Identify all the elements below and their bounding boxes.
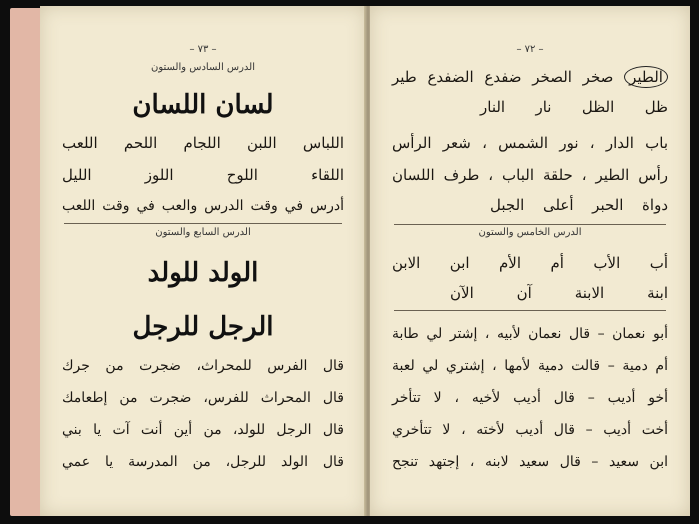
text-line: دواة الحبر أعلى الجبل [490, 196, 668, 214]
text-line-rest: صخر الصخر ضفدع الضفدع طير [392, 68, 614, 86]
lesson-heading: الدرس السابع والستون [155, 227, 251, 238]
text-line: قال الولد للرجل، من المدرسة يا عمي [62, 454, 344, 470]
lesson-heading: الدرس الخامس والستون [478, 227, 582, 238]
divider [394, 310, 666, 311]
text-line: أبو نعمان – قال نعمان لأبيه ، إشتر لي طابة [392, 326, 668, 342]
page-number: – ٧٢ – [516, 44, 544, 55]
text-line: اللقاء اللوح اللوز الليل [62, 166, 344, 184]
right-page [370, 6, 690, 516]
text-line: ابن سعيد – قال سعيد لابنه ، إجتهد تنجح [392, 454, 668, 470]
page-number: – ٧٣ – [189, 44, 217, 55]
divider [64, 223, 342, 224]
lesson-title: الرجل للرجل [132, 312, 274, 342]
divider [394, 224, 666, 225]
lesson-title: الولد للولد [147, 258, 259, 288]
text-line: اللباس اللبن اللجام اللحم اللعب [62, 134, 344, 152]
text-line: أخو أديب – قال أديب لأخيه ، لا تتأخر [392, 390, 668, 406]
circled-word: الطير [624, 66, 668, 88]
left-page [40, 6, 366, 516]
text-line: ظل الظل نار النار [480, 98, 668, 116]
text-line: قال الرجل للولد، من أين أنت آت يا بني [62, 422, 344, 438]
text-line: باب الدار ، نور الشمس ، شعر الرأس [392, 134, 668, 152]
text-line: أب الأب أم الأم ابن الابن [392, 254, 668, 272]
text-line: أخت أديب – قال أديب لأخته ، لا تتأخري [392, 422, 668, 438]
text-line: ابنة الابنة آن الآن [450, 284, 668, 302]
text-line: أدرس في وقت الدرس والعب في وقت اللعب [62, 198, 344, 214]
text-line [392, 66, 668, 88]
text-line: قال الفرس للمحراث، ضجرت من جرك [62, 358, 344, 374]
text-line: قال المحراث للفرس، ضجرت من إطعامك [62, 390, 344, 406]
text-line: رأس الطير ، حلقة الباب ، طرف اللسان [392, 166, 668, 184]
text-line: أم دمية – قالت دمية لأمها ، إشتري لي لعبة [392, 358, 668, 374]
lesson-title: لسان اللسان [132, 90, 274, 120]
lesson-heading: الدرس السادس والستون [150, 62, 256, 73]
